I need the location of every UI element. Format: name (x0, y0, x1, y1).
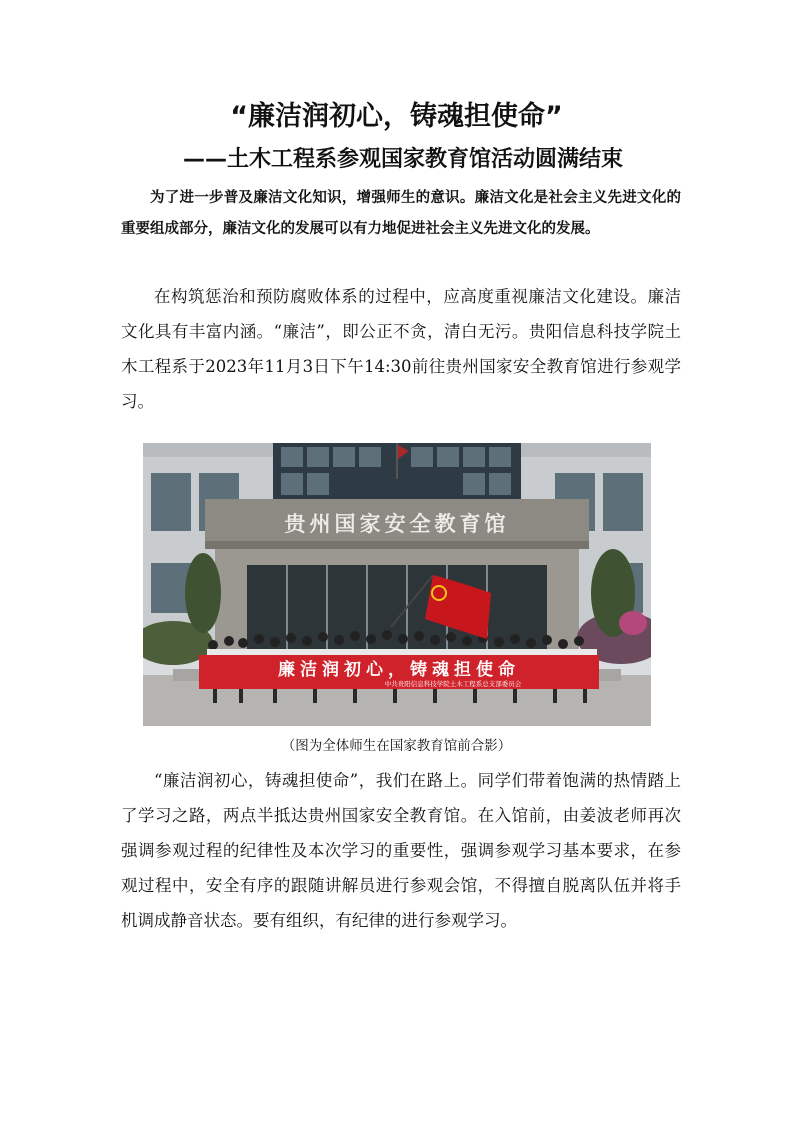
body-paragraph-2: “廉洁润初心，铸魂担使命”，我们在路上。同学们带着饱满的热情踏上了学习之路，两点半抵达贵州国家安全教育馆。在入馆前，由姜波老师再次强调参观过程的纪律性及本次学习的重要性，强调参观学习基本要求，在参观过程中，安全有序的跟随讲解员进行参观会馆，不得擅自脱离队伍并将手机调成静音状态。要有组织，有纪律的进行参观学习。 (121, 771, 681, 930)
page-title: “廉洁润初心，铸魂担使命” (230, 101, 563, 132)
body-paragraph-1: 在构筑惩治和预防腐败体系的过程中，应高度重视廉洁文化建设。廉洁文化具有丰富内涵。“廉洁”，即公正不贪，清白无污。贵阳信息科技学院土木工程系于2023年11月3日下午14:30前往贵州国家安全教育馆进行参观学习。 (121, 287, 681, 411)
lead-paragraph: 为了进一步普及廉洁文化知识，增强师生的意识。廉洁文化是社会主义先进文化的重要组成部分，廉洁文化的发展可以有力地促进社会主义先进文化的发展。 (121, 189, 681, 237)
building-sign-text: 贵州国家安全教育馆 (284, 511, 510, 536)
photo-caption: （图为全体师生在国家教育馆前合影） (281, 738, 512, 754)
group-photo (143, 443, 651, 726)
banner-main-text: 廉洁润初心，铸魂担使命 (278, 660, 520, 680)
banner-sub-text: 中共贵阳信息科技学院土木工程系总支部委员会 (384, 680, 522, 688)
page-subtitle: ——土木工程系参观国家教育馆活动圆满结束 (183, 147, 624, 172)
